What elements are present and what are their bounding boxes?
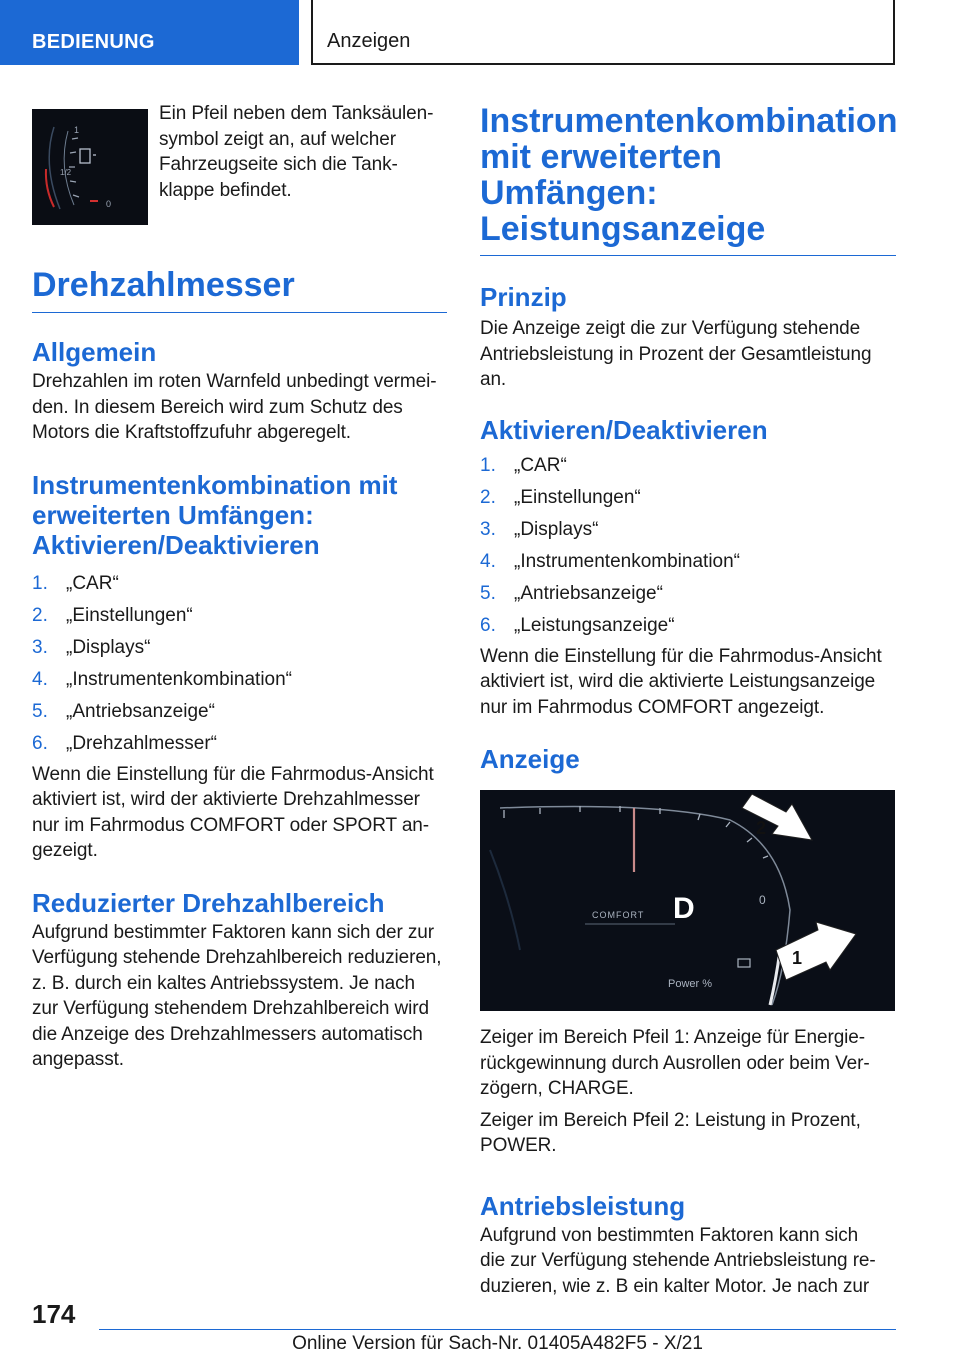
drive-power-text: Aufgrund von bestimmten Faktoren kann sich die zur Verfügung stehende Antriebsleistung re- duzieren, wie z. B ein kalter Motor. Je nach zur [480, 1224, 876, 1297]
footer-version-text: Online Version für Sach-Nr. 01405A482F5 - X/21 [292, 1333, 703, 1354]
activate-rpm-heading: Instrumentenkombination mit erweiterten Umfängen: Aktivieren/Deaktivieren [32, 469, 398, 560]
step-number: 1. [480, 454, 496, 476]
step-text: „CAR“ [514, 454, 567, 476]
list-item [480, 485, 896, 511]
rpm-heading-block [32, 267, 447, 313]
rpm-heading: Drehzahlmesser [32, 266, 295, 304]
fuel-gauge-graphic [32, 109, 148, 225]
step-number: 3. [32, 636, 48, 658]
fuel-gauge-image [32, 109, 148, 225]
step-text: „CAR“ [66, 572, 119, 594]
power-steps-list [480, 453, 896, 639]
list-item [32, 635, 447, 661]
step-number: 6. [480, 614, 496, 636]
caption-arrow-2: Zeiger im Bereich Pfeil 2: Leistung in Prozent, POWER. [480, 1109, 861, 1156]
reduced-range-text: Aufgrund bestimmter Faktoren kann sich der zur Verfügung stehende Drehzahlbereich reduzieren, z. B. durch ein kaltes Antriebssystem. Je nach zur Verfügung stehendem Drehzahlbereich wird die Anzeige des Drehzahlmessers automatisch angepasst. [32, 921, 442, 1070]
step-text: „Antriebsanzeige“ [66, 700, 215, 722]
callout-number-1: 1 [792, 948, 803, 968]
principle-text: Die Anzeige zeigt die zur Verfügung stehende Antriebsleistung in Prozent der Gesamtleistung an. [480, 318, 872, 390]
general-heading: Allgemein [32, 337, 157, 367]
step-text: „Einstellungen“ [514, 486, 641, 508]
step-text: „Antriebsanzeige“ [514, 582, 663, 604]
fuel-figure-block [32, 96, 447, 224]
list-item [480, 581, 896, 607]
list-item [32, 667, 447, 693]
power-display-graphic [480, 790, 895, 1011]
step-text: „Instrumentenkombination“ [514, 550, 740, 572]
list-item [480, 517, 896, 543]
power-percent-label: Power % [668, 978, 713, 990]
left-column [32, 96, 447, 1073]
step-number: 2. [480, 486, 496, 508]
power-display-heading: Instrumentenkombination mit erweiterten Umfängen: Leistungsanzeige [480, 102, 898, 248]
display-heading: Anzeige [480, 744, 580, 774]
caption-arrow-1: Zeiger im Bereich Pfeil 1: Anzeige für Energie- rückgewinnung durch Ausrollen oder beim Ver- zögern, CHARGE. [480, 1027, 870, 1099]
list-item [32, 699, 447, 725]
step-number: 5. [32, 700, 48, 722]
power-heading-block [480, 103, 896, 256]
footer-divider [99, 1329, 896, 1330]
list-item [32, 603, 447, 629]
fuel-arrow-text: Ein Pfeil neben dem Tanksäulen- symbol zeigt an, auf welcher Fahrzeugseite sich die Tank- klappe befindet. [159, 103, 434, 201]
list-item [480, 453, 896, 479]
reduced-range-heading: Reduzierter Drehzahlbereich [32, 887, 385, 918]
activate-power-text: Wenn die Einstellung für die Fahrmodus-Ansicht aktiviert ist, wird die aktivierte Leistungsanzeige nur im Fahrmodus COMFORT angezeigt. [480, 645, 882, 718]
step-number: 1. [32, 572, 48, 594]
principle-heading: Prinzip [480, 282, 567, 312]
step-text: „Displays“ [66, 636, 151, 658]
step-number: 2. [32, 604, 48, 626]
drive-power-heading: Antriebsleistung [480, 1190, 686, 1221]
drive-mode-label: COMFORT [592, 910, 645, 920]
step-number: 3. [480, 518, 496, 540]
list-item [32, 731, 447, 757]
activate-rpm-text: Wenn die Einstellung für die Fahrmodus-Ansicht aktiviert ist, wird der aktivierte Drehzahlmesser nur im Fahrmodus COMFORT oder SPORT an- gezeigt. [32, 763, 434, 861]
power-display-image [480, 790, 895, 1011]
gear-indicator: D [673, 892, 695, 925]
list-item [480, 549, 896, 575]
list-item [32, 571, 447, 597]
step-text: „Displays“ [514, 518, 599, 540]
fuel-label-half: 1/2 [60, 168, 72, 177]
step-text: „Instrumentenkombination“ [66, 668, 292, 690]
fuel-label-empty: 0 [106, 199, 112, 209]
right-column [480, 96, 896, 1299]
step-number: 6. [32, 732, 48, 754]
step-text: „Drehzahlmesser“ [66, 732, 217, 754]
general-text: Drehzahlen im roten Warnfeld unbedingt vermei- den. In diesem Bereich wird zum Schutz des Motors die Kraftstoffzufuhr abgeregelt. [32, 371, 437, 443]
activate-power-heading: Aktivieren/Deaktivieren [480, 414, 768, 445]
step-text: „Einstellungen“ [66, 604, 193, 626]
step-number: 4. [32, 668, 48, 690]
page-number: 174 [32, 1299, 76, 1329]
step-text: „Leistungsanzeige“ [514, 614, 675, 636]
step-number: 4. [480, 550, 496, 572]
power-zero-label: 0 [759, 893, 766, 907]
callout-number-2: 2 [756, 818, 767, 838]
rpm-steps-list [32, 571, 447, 757]
step-number: 5. [480, 582, 496, 604]
list-item [480, 613, 896, 639]
section-tab: BEDIENUNG [0, 0, 299, 65]
fuel-label-full: 1 [74, 125, 80, 135]
topic-tab: Anzeigen [311, 0, 895, 65]
